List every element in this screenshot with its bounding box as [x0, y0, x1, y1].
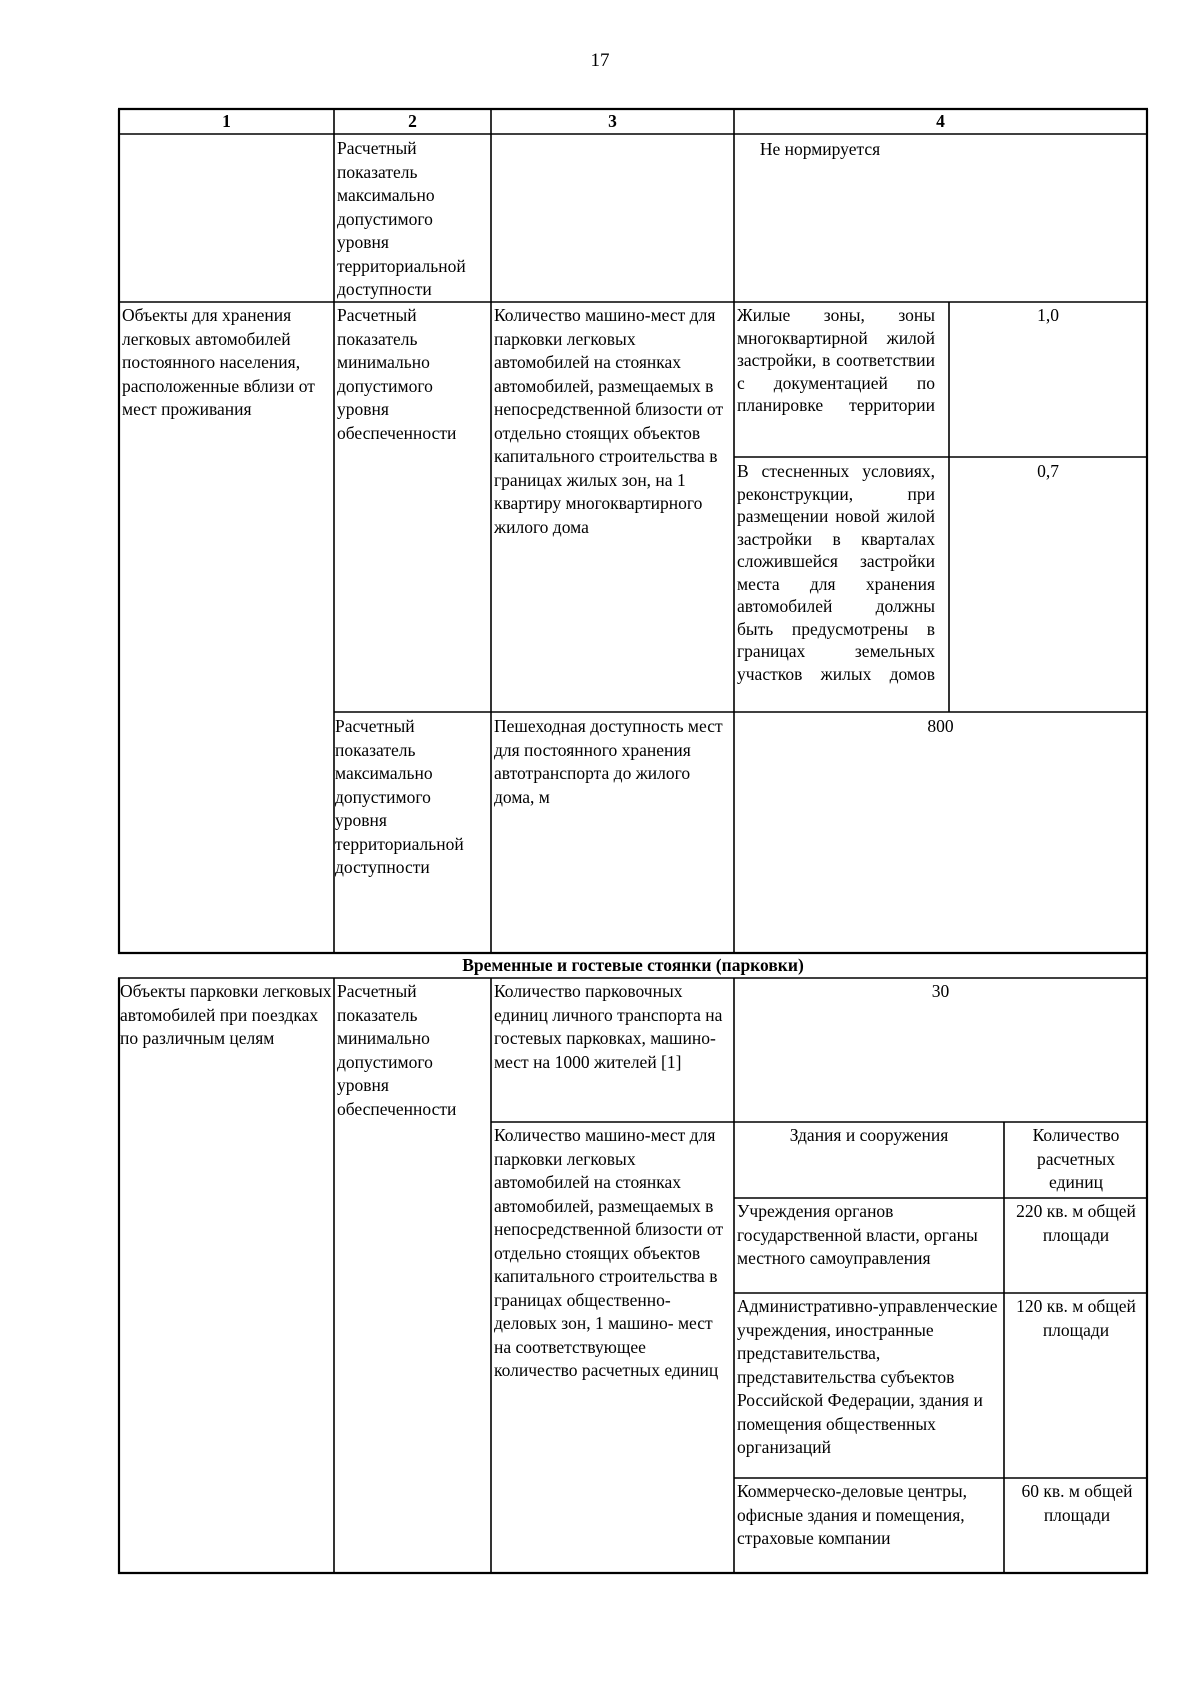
- section-title: Временные и гостевые стоянки (парковки): [462, 955, 804, 975]
- s1-row-c-parameter: Пешеходная доступность мест для постоянного хранения автотранспорта до жилого дома, м: [494, 716, 723, 807]
- s1-value-2: 0,7: [1037, 461, 1059, 481]
- column-header-2: 2: [408, 111, 417, 131]
- s1-row-b-indicator: Расчетный показатель минимально допустимого уровня обеспеченности: [337, 305, 457, 443]
- s1-row-a-not-regulated: Не нормируется: [759, 139, 881, 159]
- page-number: 17: [590, 50, 610, 71]
- s2-building-1: Учреждения органов государственной власти, органы местного самоуправления: [737, 1201, 978, 1268]
- sub-header-buildings: Здания и сооружения: [789, 1125, 949, 1145]
- sub-header-units: Количество расчетных единиц: [1032, 1125, 1120, 1192]
- s2-building-3: Коммерческо-деловые центры, офисные здания и помещения, страховые компании: [737, 1481, 967, 1548]
- s2-object-description: Объекты парковки легковых автомобилей при поездках по различным целям: [120, 981, 332, 1048]
- s1-object-description: Объекты для хранения легковых автомобилей постоянного населения, расположенные вблизи от мест проживания: [122, 305, 315, 419]
- s2-row-b-parameter: Количество машино-мест для парковки легковых автомобилей на стоянках автомобилей, размещаемых в непосредственной близости от отдельно стоящих объектов капитального строительства в границах общественно- деловых зон, 1 машино- мест на соответствующее количество расчетных единиц: [494, 1125, 724, 1380]
- s2-units-3: 60 кв. м общей площади: [1021, 1481, 1133, 1525]
- s1-value-1: 1,0: [1037, 305, 1059, 325]
- s1-row-c-value: 800: [927, 716, 954, 736]
- column-header-4: 4: [936, 111, 945, 131]
- s2-row-a-parameter: Количество парковочных единиц личного транспорта на гостевых парковках, машино-мест на 1000 жителей [1]: [494, 981, 723, 1072]
- s1-row-b-parameter: Количество машино-мест для парковки легковых автомобилей на стоянках автомобилей, размещаемых в непосредственной близости от отдельно стоящих объектов капитального строительства в границах жилых зон, на 1 квартиру многоквартирного жилого дома: [494, 305, 724, 537]
- s2-indicator: Расчетный показатель минимально допустимого уровня обеспеченности: [337, 981, 457, 1119]
- s2-units-1: 220 кв. м общей площади: [1016, 1201, 1136, 1245]
- column-header-1: 1: [222, 111, 231, 131]
- s1-row-a-indicator: Расчетный показатель максимально допустимого уровня территориальной доступности: [337, 138, 466, 299]
- s2-row-a-value: 30: [931, 981, 950, 1001]
- s2-building-2: Административно-управленческие учреждения, иностранные представительства, представительства субъектов Российской Федерации, здания и помещения общественных организаций: [737, 1296, 998, 1457]
- column-header-3: 3: [608, 111, 617, 131]
- s1-row-c-indicator: Расчетный показатель максимально допустимого уровня территориальной доступности: [335, 716, 464, 877]
- s1-condition-2: В стесненных условиях, реконструкции, при размещении новой жилой застройки в кварталах сложившейся застройки места для хранения автомобилей должны быть предусмотрены в границах земельных участков жилых домов: [737, 461, 935, 684]
- s2-units-2: 120 кв. м общей площади: [1016, 1296, 1136, 1340]
- s1-condition-1: Жилые зоны, зоны многоквартирной жилой застройки, в соответствии с документацией по планировке территории: [737, 305, 935, 415]
